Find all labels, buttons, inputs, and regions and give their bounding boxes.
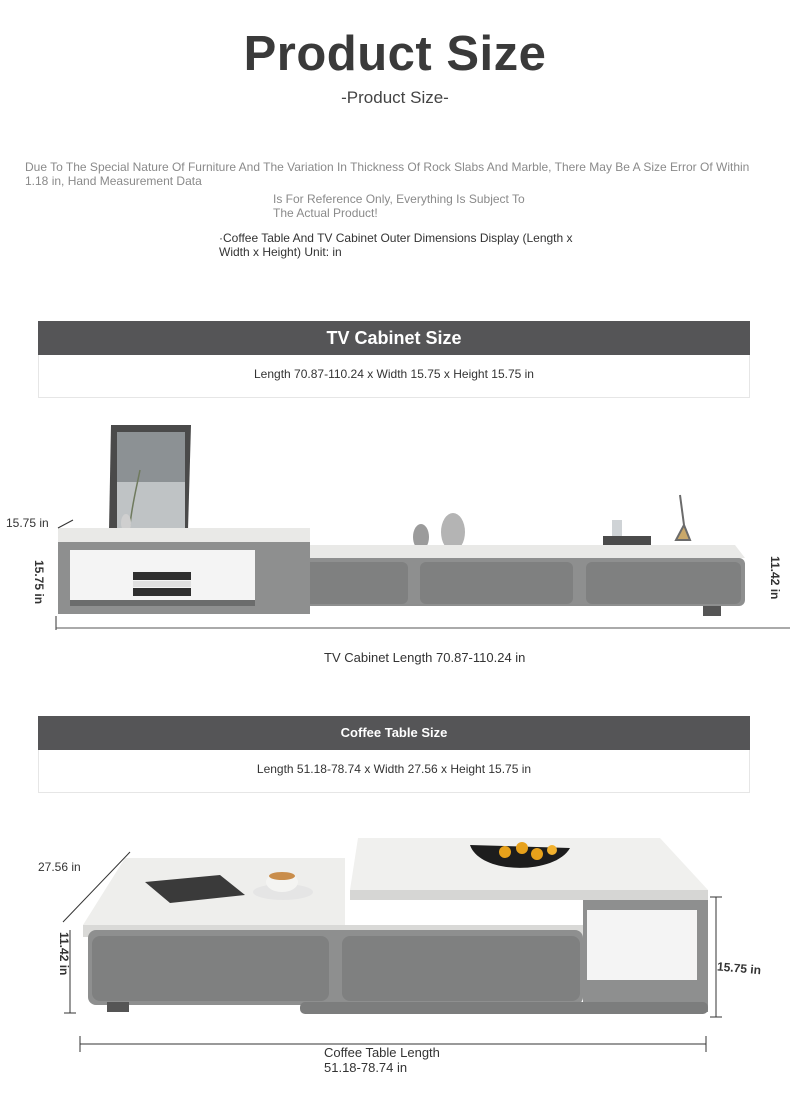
coffee-height-left-label: 11.42 in — [57, 932, 71, 976]
reference-note: Is For Reference Only, Everything Is Subject To The Actual Product! — [273, 192, 525, 220]
page-subtitle: -Product Size- — [341, 88, 449, 107]
tv-cabinet-heading: TV Cabinet Size — [38, 321, 750, 355]
tv-width-label: 15.75 in — [6, 516, 49, 530]
tv-length-caption: TV Cabinet Length 70.87-110.24 in — [324, 650, 526, 665]
tv-height-left-label: 15.75 in — [32, 560, 46, 605]
dimensions-unit-note: ·Coffee Table And TV Cabinet Outer Dimensions Display (Length x Width x Height) Unit: in — [219, 231, 573, 259]
coffee-table-dimensions: Length 51.18-78.74 x Width 27.56 x Height 15.75 in — [38, 750, 750, 793]
tv-cabinet-dimensions: Length 70.87-110.24 x Width 15.75 x Height 15.75 in — [38, 355, 750, 398]
figurine-decor — [676, 495, 690, 540]
coffee-length-caption-line2: 51.18-78.74 in — [324, 1060, 408, 1075]
coffee-length-caption-line1: Coffee Table Length — [324, 1045, 440, 1060]
coffee-table-heading: Coffee Table Size — [38, 716, 750, 750]
picture-frame-decor — [109, 425, 191, 530]
tv-height-right-label: 11.42 in — [768, 556, 782, 600]
page-title: Product Size — [243, 27, 547, 81]
book-decor — [603, 536, 651, 546]
coffee-table-illustration — [0, 830, 790, 1060]
coffee-height-right-label: 15.75 in — [716, 959, 762, 978]
size-error-note: Due To The Special Nature Of Furniture And The Variation In Thickness Of Rock Slabs And Marble, There May Be A Size Error Of Within 1.18 in, Hand Measurement Data — [25, 160, 750, 188]
coffee-width-label: 27.56 in — [38, 860, 81, 874]
tv-cabinet-illustration — [0, 410, 790, 640]
